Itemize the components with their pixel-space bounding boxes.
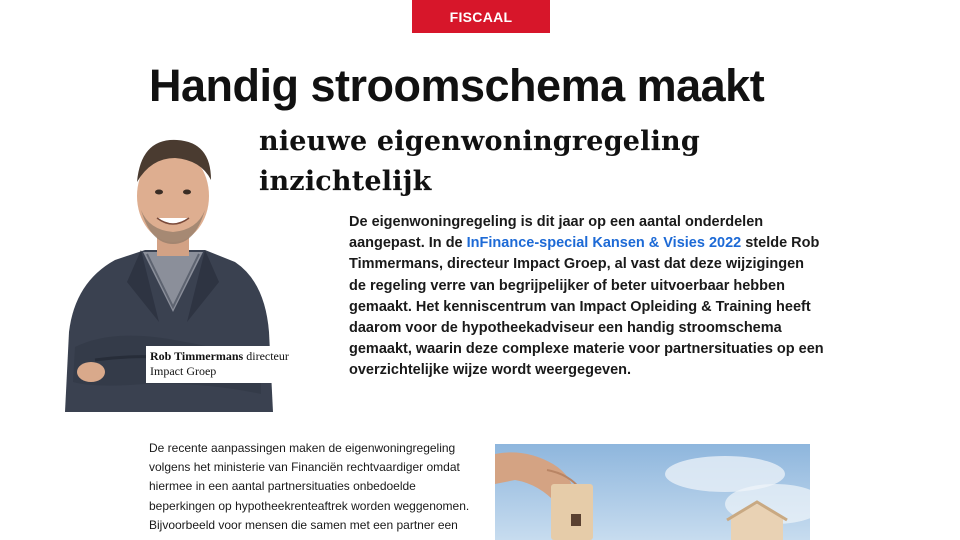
caption-name: Rob Timmermans bbox=[150, 349, 244, 363]
intro-text-2: stelde Rob Timmermans, directeur Impact Groep, al vast dat deze wijzigingen de regeling verre van begrijpelijker of beter uitvoerbaar hebben gemaakt. Het kenniscentrum van Impact Opleiding & Training heeft daarom voor de hypotheekadviseur een handig stroomschema gemaakt, waarin deze complexe materie voor partnersituaties op een overzichtelijke wijze wordt weergegeven. bbox=[349, 235, 824, 379]
article-title: Handig stroomschema maakt bbox=[149, 60, 765, 111]
intro-paragraph bbox=[349, 212, 824, 382]
house-model-photo bbox=[495, 444, 810, 540]
intro-text-1: De eigenwoningregeling is dit jaar op een aantal onderdelen aangepast. In de bbox=[349, 214, 764, 252]
special-link[interactable]: InFinance-special Kansen & Visies 2022 bbox=[466, 235, 742, 252]
portrait-caption bbox=[146, 346, 306, 383]
body-paragraph: De recente aanpassingen maken de eigenwoningregeling volgens het ministerie van Financiën rechtvaardiger omdat hiermee in een aantal partnersituaties onbedoelde beperkingen op hypotheekrenteaftrek worden weggenomen. Bijvoorbeeld voor mensen die samen met een partner een bbox=[149, 441, 470, 532]
category-tag: FISCAAL bbox=[412, 0, 550, 33]
article-subtitle: nieuwe eigenwoningregeling inzichtelijk bbox=[259, 126, 700, 197]
caption-role: directeur Impact Groep bbox=[150, 349, 289, 378]
